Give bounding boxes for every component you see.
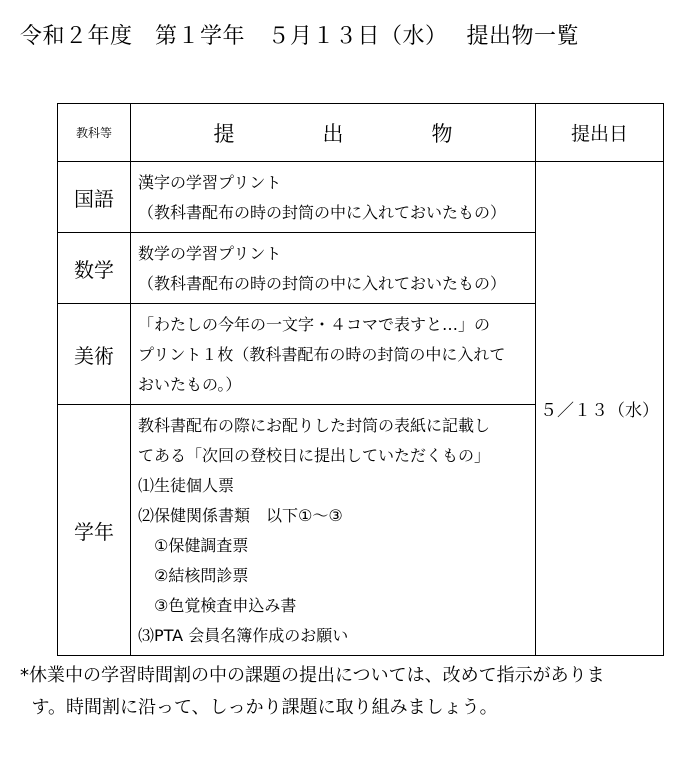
header-subject: 教科等 [58, 104, 131, 162]
header-date: 提出日 [536, 104, 664, 162]
table-row-kokugo [58, 162, 664, 233]
header-items-char-1: 提 [213, 121, 235, 146]
header-items-char-3: 物 [431, 121, 453, 146]
items-cell [131, 304, 536, 405]
item-line: おいたもの。） [138, 375, 242, 394]
item-line: ⑴生徒個人票 [138, 476, 235, 495]
item-line: プリント１枚（教科書配布の時の封筒の中に入れて [138, 345, 506, 364]
item-line: ③色覚検査申込み書 [138, 596, 297, 615]
items-cell [131, 405, 536, 656]
items-cell [131, 233, 536, 304]
item-line: ①保健調査票 [138, 536, 249, 555]
subject-cell: 数学 [58, 233, 131, 304]
due-date-cell: ５／１３（水） [536, 162, 664, 656]
item-line: （教科書配布の時の封筒の中に入れておいたもの） [138, 274, 507, 293]
table-header-row [58, 104, 664, 162]
footnote [20, 660, 670, 724]
items-cell [131, 162, 536, 233]
item-line: ⑵保健関係書類 以下①～③ [138, 506, 343, 525]
submission-table [57, 103, 664, 656]
item-line: 「わたしの今年の一文字・４コマで表すと…」の [138, 315, 491, 334]
item-line: てある「次回の登校日に提出していただくもの」 [138, 446, 491, 465]
header-items-char-2: 出 [322, 121, 344, 146]
footnote-line: *休業中の学習時間割の中の課題の提出については、改めて指示がありま [20, 665, 605, 686]
page-title: 令和２年度 第１学年 ５月１３日（水） 提出物一覧 [20, 24, 579, 49]
item-line: （教科書配布の時の封筒の中に入れておいたもの） [138, 203, 507, 222]
item-line: ⑶PTA 会員名簿作成のお願い [138, 626, 349, 645]
item-line: 教科書配布の際にお配りした封筒の表紙に記載し [138, 416, 491, 435]
item-line: ②結核問診票 [138, 566, 249, 585]
item-line: 漢字の学習プリント [138, 173, 282, 192]
subject-cell: 国語 [58, 162, 131, 233]
header-items [131, 104, 536, 162]
item-line: 数学の学習プリント [138, 244, 282, 263]
footnote-line: す。時間割に沿って、しっかり課題に取り組みましょう。 [20, 697, 498, 718]
subject-cell: 学年 [58, 405, 131, 656]
subject-cell: 美術 [58, 304, 131, 405]
